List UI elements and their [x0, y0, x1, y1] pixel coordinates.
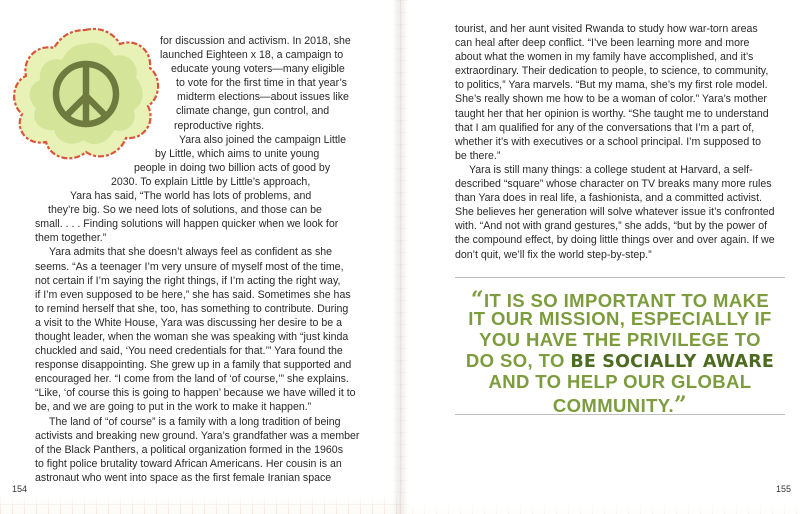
- text-line: for discussion and activism. In 2018, she: [160, 35, 351, 47]
- text-line: tourist, and her aunt visited Rwanda to study how war-torn areas: [455, 23, 758, 35]
- text-line: small. . . . Finding solutions will happen quicker when we look for: [35, 218, 339, 231]
- text-line: 2030. To explain Little by Little’s approach,: [111, 175, 311, 188]
- text-line: thought leader, when the woman she was speaking with “just kinda: [35, 330, 349, 343]
- text-line: Yara also joined the campaign Little: [179, 133, 347, 146]
- pull-quote-line: AND TO HELP OUR GLOBAL: [488, 371, 752, 392]
- text-line: launched Eighteen x 18, a campaign to: [160, 49, 344, 62]
- text-line: She’s really shown me how to be a woman of color.” Yara’s mother: [455, 93, 767, 106]
- text-line: response disappointing. She grew up in a family that supported and: [35, 359, 352, 372]
- pull-quote-text: IT IS SO IMPORTANT TO MAKE: [483, 290, 770, 311]
- text-line: be there.”: [455, 149, 501, 162]
- text-line: with. “And not with grand gestures,” she adds, “but by the power of: [455, 220, 768, 233]
- pull-quote-line: [455, 350, 785, 372]
- text-line: educate young voters—many eligible: [171, 63, 345, 76]
- text-line: midterm elections—about issues like: [177, 91, 349, 104]
- book-gutter: [392, 0, 408, 514]
- text-line: “Like, ‘of course this is going to happen’ because we have willed it to: [35, 387, 356, 400]
- text-line: them together.”: [35, 232, 107, 245]
- text-line: climate change, gun control, and: [176, 105, 330, 118]
- text-line: chuckled and said, ‘You need credentials for that.’” Yara found the: [35, 345, 343, 358]
- text-line: about what the women in my family have accomplished, and it’s: [455, 51, 754, 64]
- text-line: She believes her generation will solve whatever issue it’s confronted: [455, 206, 775, 219]
- text-line: to remind herself that she, too, has something to contribute. During: [35, 302, 349, 315]
- left-body-text: [35, 34, 365, 485]
- text-line: The land of “of course” is a family with a long tradition of being: [49, 415, 341, 428]
- text-line: can heal after deep conflict. “I’ve been learning more and more: [455, 37, 750, 50]
- text-line: astronaut who went into space as the first female Iranian space: [35, 471, 332, 484]
- text-line: to politics,” Yara marvels. “But my mama, she’s my first role model.: [455, 79, 768, 92]
- text-line: don’t quit, we’ll fix the world step-by-step.”: [455, 248, 652, 261]
- text-line: extraordinary. Their dedication to people, to science, to community,: [455, 65, 769, 78]
- pull-quote-line: [455, 392, 785, 418]
- text-line: not certain if I’m saying the right things, if I’m acting the right way,: [35, 274, 341, 287]
- pull-quote: [455, 277, 785, 418]
- text-line: Yara has said, “The world has lots of problems, and: [70, 190, 312, 203]
- text-line: that I am qualified for any of the conversations that I’m a part of,: [455, 121, 755, 134]
- text-line: people in doing two billion acts of good by: [134, 161, 331, 174]
- text-line: a visit to the White House, Yara was discussing her desire to be a: [35, 316, 342, 329]
- text-line: to vote for the first time in that year’s: [176, 77, 347, 90]
- right-body-text: [455, 22, 785, 262]
- text-line: reproductive rights.: [174, 119, 265, 132]
- text-line: than Yara does in real life, a fashionista, and a committed activist.: [455, 192, 762, 205]
- text-line: whether it’s with executives or a school principal. I’m supposed to: [455, 135, 761, 148]
- open-quote-mark: “: [470, 287, 484, 313]
- text-line: the compound effect, by doing little things over and over again. If we: [455, 234, 775, 247]
- text-line: they’re big. So we need lots of solutions, and those can be: [48, 204, 322, 217]
- text-line: if I’m even supposed to be here,” she has said. Sometimes she has: [35, 288, 351, 301]
- text-line: Yara is still many things: a college student at Harvard, a self-: [469, 163, 753, 176]
- pull-quote-line: YOU HAVE THE PRIVILEGE TO: [479, 329, 761, 350]
- text-line: by Little, which aims to unite young: [155, 147, 320, 160]
- page-number-right: 155: [776, 484, 792, 494]
- text-line: encouraged her. “I come from the land of ‘of course,’” she explains.: [35, 373, 349, 386]
- text-line: taught her that her opinion is worthy. “She taught me to understand: [455, 107, 769, 120]
- pull-quote-text: COMMUNITY.: [552, 395, 675, 416]
- text-line: Yara admits that she doesn’t always feel as confident as she: [49, 246, 333, 259]
- pull-quote-text: DO SO, TO: [465, 350, 571, 371]
- text-line: seems. “As a teenager I’m very unsure of myself most of the time,: [35, 260, 344, 273]
- close-quote-mark: ”: [674, 392, 688, 418]
- text-line: be, and we are going to put in the work to make it happen.”: [35, 401, 312, 414]
- text-line: described “square” whose character on TV breaks many more rules: [455, 178, 772, 191]
- page-number-left: 154: [12, 484, 28, 494]
- text-line: of the Black Panthers, a political organization formed in the 1960s: [35, 443, 343, 456]
- pull-quote-emphasis: BE SOCIALLY AWARE: [570, 352, 775, 372]
- text-line: to fight police brutality toward African Americans. Her cousin is an: [35, 457, 342, 470]
- pull-quote-line: IT OUR MISSION, ESPECIALLY IF: [468, 308, 772, 329]
- text-line: activists and breaking new ground. Yara’s grandfather was a member: [35, 429, 360, 442]
